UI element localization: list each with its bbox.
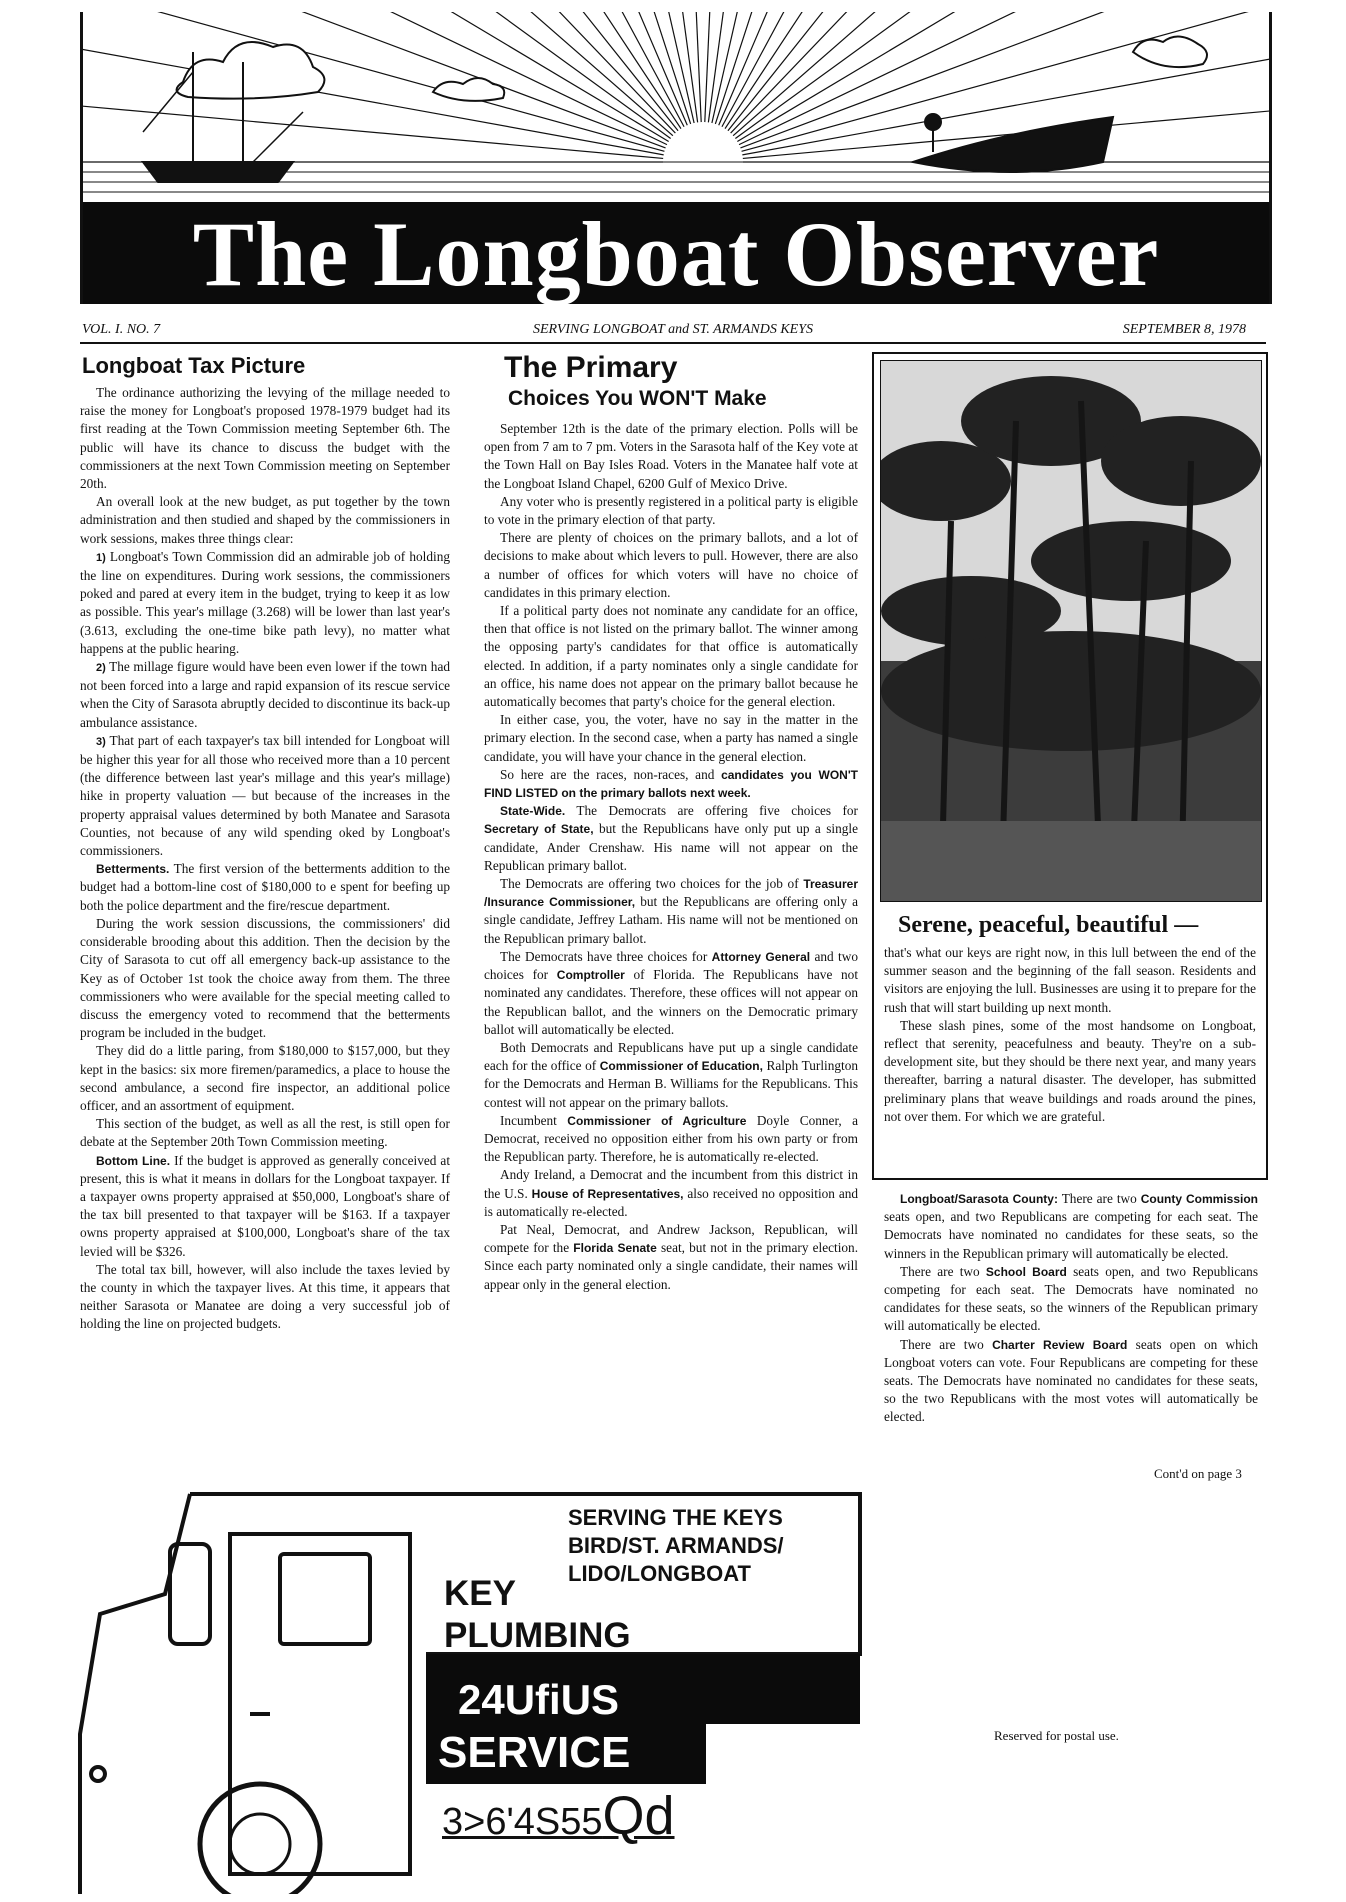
office-name: Treasurer /Insurance Commissioner, bbox=[484, 877, 859, 910]
primary-text: Incumbent bbox=[500, 1112, 557, 1128]
sun-ray bbox=[740, 12, 1269, 148]
postal-notice: Reserved for postal use. bbox=[994, 1728, 1119, 1743]
list-number: 2) bbox=[96, 662, 106, 675]
office-name: School Board bbox=[985, 1264, 1067, 1279]
tax-text: Longboat's Town Commission did an admirable job of holding the line on expenditures. During work sessions, the commissioners poked and pared at every item in the budget, trying to keep it as low as possible. This year's millage (3.268) will be lower than last year's (3.613, excluding the one-time bike path levy), no matter what happens at the public hearing. bbox=[80, 548, 450, 656]
section-lead: State-Wide. bbox=[500, 804, 566, 819]
ad-service-area bbox=[568, 1504, 784, 1588]
county-text: There are two bbox=[900, 1263, 980, 1279]
primary-paragraph: September 12th is the date of the primary election. Polls will be open from 7 am to 7 pm. Voters in the Sarasota half of the Key vote at the Town Hall on Bay Isles Road. Voters in the Manatee half vote at the Longboat Island Chapel, 6200 Gulf of Mexico Drive. bbox=[484, 421, 858, 491]
county-text: There are two bbox=[1061, 1191, 1137, 1206]
volume-number: VOL. I. NO. 7 bbox=[82, 322, 161, 337]
caption-paragraph: that's what our keys are right now, in this lull between the end of the summer season and the beginning of the fall season. Residents and visitors are enjoying the lull. Businesses are using it to prepare for the rush that will start building up next month. bbox=[884, 945, 1256, 1015]
photo-caption-heading: Serene, peaceful, beautiful — bbox=[898, 912, 1199, 938]
tax-paragraph: The total tax bill, however, will also include the taxes levied by the county in which the taxpayer lives. At this time, it appears that neither Sarasota or Manatee are doing a very successful job of holding the line on projected budgets. bbox=[80, 1261, 450, 1332]
primary-text: also received no opposition and is automatically re-elected. bbox=[484, 1185, 859, 1219]
office-name: Secretary of State, bbox=[484, 822, 594, 837]
sun-ray bbox=[731, 12, 1187, 133]
phone-digits: 3>6'4S55 bbox=[442, 1801, 603, 1843]
service-area-line: BIRD/ST. ARMANDS/ bbox=[568, 1533, 784, 1558]
primary-text: of Florida. The Republicans have not nominated any candidates. Therefore, these offices will not appear on the Republican ballot, and the winners on the Democratic primary ballot will automatically be elected. bbox=[484, 967, 859, 1037]
primary-text: but the Republicans are offering only a single candidate, Jeffrey Latham. His name will not be mentioned on the Republican primary ballot. bbox=[484, 894, 858, 946]
primary-subheadline: Choices You WON'T Make bbox=[508, 387, 767, 410]
primary-paragraph bbox=[484, 766, 858, 802]
serving-line: SERVING LONGBOAT and ST. ARMANDS KEYS bbox=[532, 322, 814, 337]
primary-text: The Democrats are offering two choices for the job of bbox=[500, 876, 799, 892]
service-area-line: LIDO/LONGBOAT bbox=[568, 1561, 751, 1586]
primary-text: So here are the races, non-races, and bbox=[500, 766, 715, 782]
primary-text: Both Democrats and Republicans have put up a single candidate each for the office of bbox=[484, 1039, 858, 1074]
primary-text: Pat Neal, Democrat, and Andrew Jackson, Republican, will compete for the bbox=[484, 1221, 858, 1256]
primary-text: Doyle Conner, a Democrat, received no opposition either from his own party or from the Republican party. Therefore, he is automatically re-elected. bbox=[484, 1112, 858, 1165]
tax-paragraph bbox=[80, 860, 450, 915]
caption-paragraph: These slash pines, some of the most handsome on Longboat, reflect that serenity, peacefulness and beauty. They're on a sub-development site, but they should be there next year, and many years thereafter, barring a natural disaster. The developer, has submitted preliminary plans that weave buildings and roads around the pines, not over them. For which we are grateful. bbox=[884, 1017, 1256, 1124]
office-name: Charter Review Board bbox=[992, 1337, 1128, 1352]
tax-headline: Longboat Tax Picture bbox=[82, 353, 306, 378]
primary-paragraph bbox=[484, 1221, 858, 1294]
primary-paragraph: There are plenty of choices on the primary ballots, and a lot of decisions to make about which levers to pull. However, there are also a number of offices for which voters will have no choice of candidates in this primary election. bbox=[484, 530, 858, 600]
tax-text: If the budget is approved as generally conceived at present, this is what it means in dollars for the Longboat taxpayer. If a taxpayer owns property appraised at $50,000, Longboat's share of the tax bill presented to that taxpayer will be $163. If a taxpayer owns property appraised at $100,000, Longboat's share of the tax levied will be $326. bbox=[80, 1152, 451, 1259]
newspaper-title: The Longboat Observer bbox=[192, 203, 1160, 304]
primary-paragraph bbox=[484, 1112, 858, 1167]
office-name: Commissioner of Agriculture bbox=[567, 1113, 747, 1128]
emphasis: candidates you WON'T FIND LISTED on the primary ballots next week. bbox=[484, 767, 859, 801]
county-paragraph bbox=[884, 1190, 1258, 1263]
primary-paragraph: If a political party does not nominate any candidate for an office, then that office is not listed on the primary ballot. The winner among the opposing party's candidates for that office is automatically elected. In addition, if a party nominates only a single candidate for an office, his name does not appear on the primary ballot because he automatically becomes that party's choice for the general election. bbox=[484, 603, 858, 710]
primary-text: Andy Ireland, a Democrat and the incumbent from this district in the U.S. bbox=[484, 1167, 858, 1201]
continued-note: Cont'd on page 3 bbox=[1154, 1466, 1242, 1481]
office-name: County Commission bbox=[1140, 1192, 1259, 1206]
primary-paragraph bbox=[484, 948, 858, 1039]
sun-ray bbox=[428, 12, 687, 125]
tax-paragraph: They did do a little paring, from $180,000 to $157,000, but they kept in the basics: six more firemen/paramedics, a place to house the second ambulance, a second fire inspector, an additional police officer, and an assortment of equipment. bbox=[80, 1043, 450, 1113]
office-name: Commissioner of Education, bbox=[599, 1059, 763, 1074]
primary-text: but the Republicans have only put up a single candidate, Ander Crenshaw. His name will not appear on the Republican primary ballot. bbox=[484, 821, 858, 873]
ad-business-name: KEY bbox=[444, 1574, 516, 1613]
tax-text: The millage figure would have been even lower if the town had not been forced into a large and rapid expansion of its rescue service when the City of Sarasota abruptly decided to discontinue its back-up ambulance assistance. bbox=[80, 659, 451, 730]
photo-feature bbox=[872, 352, 1268, 1180]
tax-paragraph bbox=[80, 1152, 450, 1261]
ad-phone-number bbox=[442, 1786, 675, 1846]
office-name: Attorney General bbox=[711, 949, 811, 964]
tax-paragraph bbox=[80, 548, 450, 658]
office-name: Comptroller bbox=[556, 968, 625, 983]
primary-text: seat, but not in the primary election. Since each party nominated only a single candidate, their names will appear only in the general election. bbox=[484, 1240, 859, 1292]
tax-paragraph: During the work session discussions, the commissioners' did considerable brooding about this addition. Then the decision by the City of Sarasota to cut off all emergency back-up assistance to the Key as of October 1st took the choice away from them. The three commissioners who were available for the special meeting called to discuss the emergency voted to recommend that the betterments program be included in the budget. bbox=[80, 915, 450, 1041]
pine-trees-image bbox=[881, 361, 1261, 901]
primary-paragraph: Any voter who is presently registered in a political party is eligible to vote in the primary election of that party. bbox=[484, 493, 858, 528]
county-races bbox=[884, 1190, 1258, 1427]
list-number: 3) bbox=[96, 735, 106, 748]
office-name: Florida Senate bbox=[573, 1241, 657, 1256]
tax-article bbox=[80, 352, 450, 1334]
primary-article bbox=[484, 352, 858, 1294]
sun-ray bbox=[742, 12, 1269, 151]
primary-text: The Democrats have three choices for bbox=[500, 948, 708, 964]
sun-ray bbox=[83, 99, 663, 158]
tax-paragraph bbox=[80, 658, 450, 732]
sun-ray bbox=[83, 37, 664, 155]
tax-paragraph bbox=[80, 732, 450, 860]
primary-text: Ralph Turlington for the Democrats and Herman B. Williams for the Republicans. This contest will not appear on the primary ballots. bbox=[484, 1058, 858, 1110]
sun-ray bbox=[672, 12, 702, 122]
list-number: 1) bbox=[96, 551, 106, 564]
sun-ray bbox=[371, 12, 684, 127]
slash-pines-photo bbox=[880, 360, 1262, 902]
primary-paragraph: In either case, you, the voter, have no say in the matter in the primary election. In the second case, when a party has named a single candidate, you will have your chance in the general election. bbox=[484, 712, 858, 764]
issue-date: SEPTEMBER 8, 1978 bbox=[1122, 322, 1246, 337]
section-lead: Betterments. bbox=[96, 862, 170, 877]
county-paragraph bbox=[884, 1336, 1258, 1427]
ad-service-label: SERVICE bbox=[438, 1728, 631, 1777]
ad-hours: 24UfiUS bbox=[458, 1676, 620, 1723]
masthead bbox=[80, 12, 1272, 304]
section-lead: Bottom Line. bbox=[96, 1153, 171, 1168]
primary-paragraph bbox=[484, 1039, 858, 1112]
primary-headline: The Primary bbox=[504, 351, 678, 384]
county-text: There are two bbox=[900, 1336, 984, 1352]
primary-paragraph bbox=[484, 802, 858, 875]
primary-text: The Democrats are offering five choices for bbox=[576, 803, 858, 819]
county-paragraph bbox=[884, 1263, 1258, 1336]
tax-paragraph: This section of the budget, as well as all the rest, is still open for debate at the September 20th Town Commission meeting. bbox=[80, 1116, 450, 1150]
tax-text: The first version of the betterments addition to the budget had a bottom-line cost of $180,000 to e spent for beefing up both the police department and the fire/rescue department. bbox=[80, 861, 450, 913]
sun-ray bbox=[83, 12, 664, 151]
photo-caption bbox=[884, 944, 1256, 1126]
ad-business-name: PLUMBING bbox=[444, 1616, 631, 1655]
service-area-line: SERVING THE KEYS bbox=[568, 1505, 783, 1530]
dateline bbox=[80, 318, 1266, 344]
county-text: seats open on which Longboat voters can vote. Four Republicans are competing for these seats. The Democrats have nominated no candidates for these seats, so the two Republicans with the most votes will automatically be elected. bbox=[884, 1336, 1259, 1425]
sun-ray bbox=[705, 12, 735, 122]
county-text: seats open, and two Republicans are competing for each seat. The Democrats have nominated no candidates for these seats, so the winners in the Republican primary will automatically be elected. bbox=[884, 1209, 1258, 1261]
key-plumbing-ad bbox=[70, 1484, 870, 1894]
section-lead: Longboat/Sarasota County: bbox=[900, 1192, 1058, 1206]
phone-tail: Qd bbox=[602, 1786, 675, 1846]
tax-paragraph: An overall look at the new budget, as put together by the town administration and then studied and shaped by the commissioners in work sessions, makes three things clear: bbox=[80, 494, 450, 546]
tax-paragraph: The ordinance authorizing the levying of the millage needed to raise the money for Longboat's proposed 1978-1979 budget had its first reading at the Town Commission meeting September 6th. The public will have its chance to discuss the budget with the commissioners at the next Town Commission meeting on September 20th. bbox=[80, 385, 450, 492]
primary-paragraph bbox=[484, 1166, 858, 1221]
county-text: seats open, and two Republicans competing for each seat. The Democrats have nominated no candidates for these seats, so the winners of the Republican primary will automatically be elected. bbox=[884, 1263, 1258, 1334]
office-name: House of Representatives, bbox=[531, 1186, 684, 1201]
sun-ray bbox=[719, 12, 978, 125]
sun-ray bbox=[737, 12, 1269, 141]
tax-text: That part of each taxpayer's tax bill intended for Longboat will be higher this year for all those who received more than a 10 percent (the difference between last year's millage and this year's millage) hike in property valuation — but because of the increases in the property appraisal values determined by both Manatee and Sarasota Counties, not because of any wild spending oked by Longboat's commissioners. bbox=[80, 732, 451, 859]
primary-text: and two choices for bbox=[484, 948, 858, 983]
sun-ray bbox=[722, 12, 1035, 127]
primary-paragraph bbox=[484, 875, 858, 948]
